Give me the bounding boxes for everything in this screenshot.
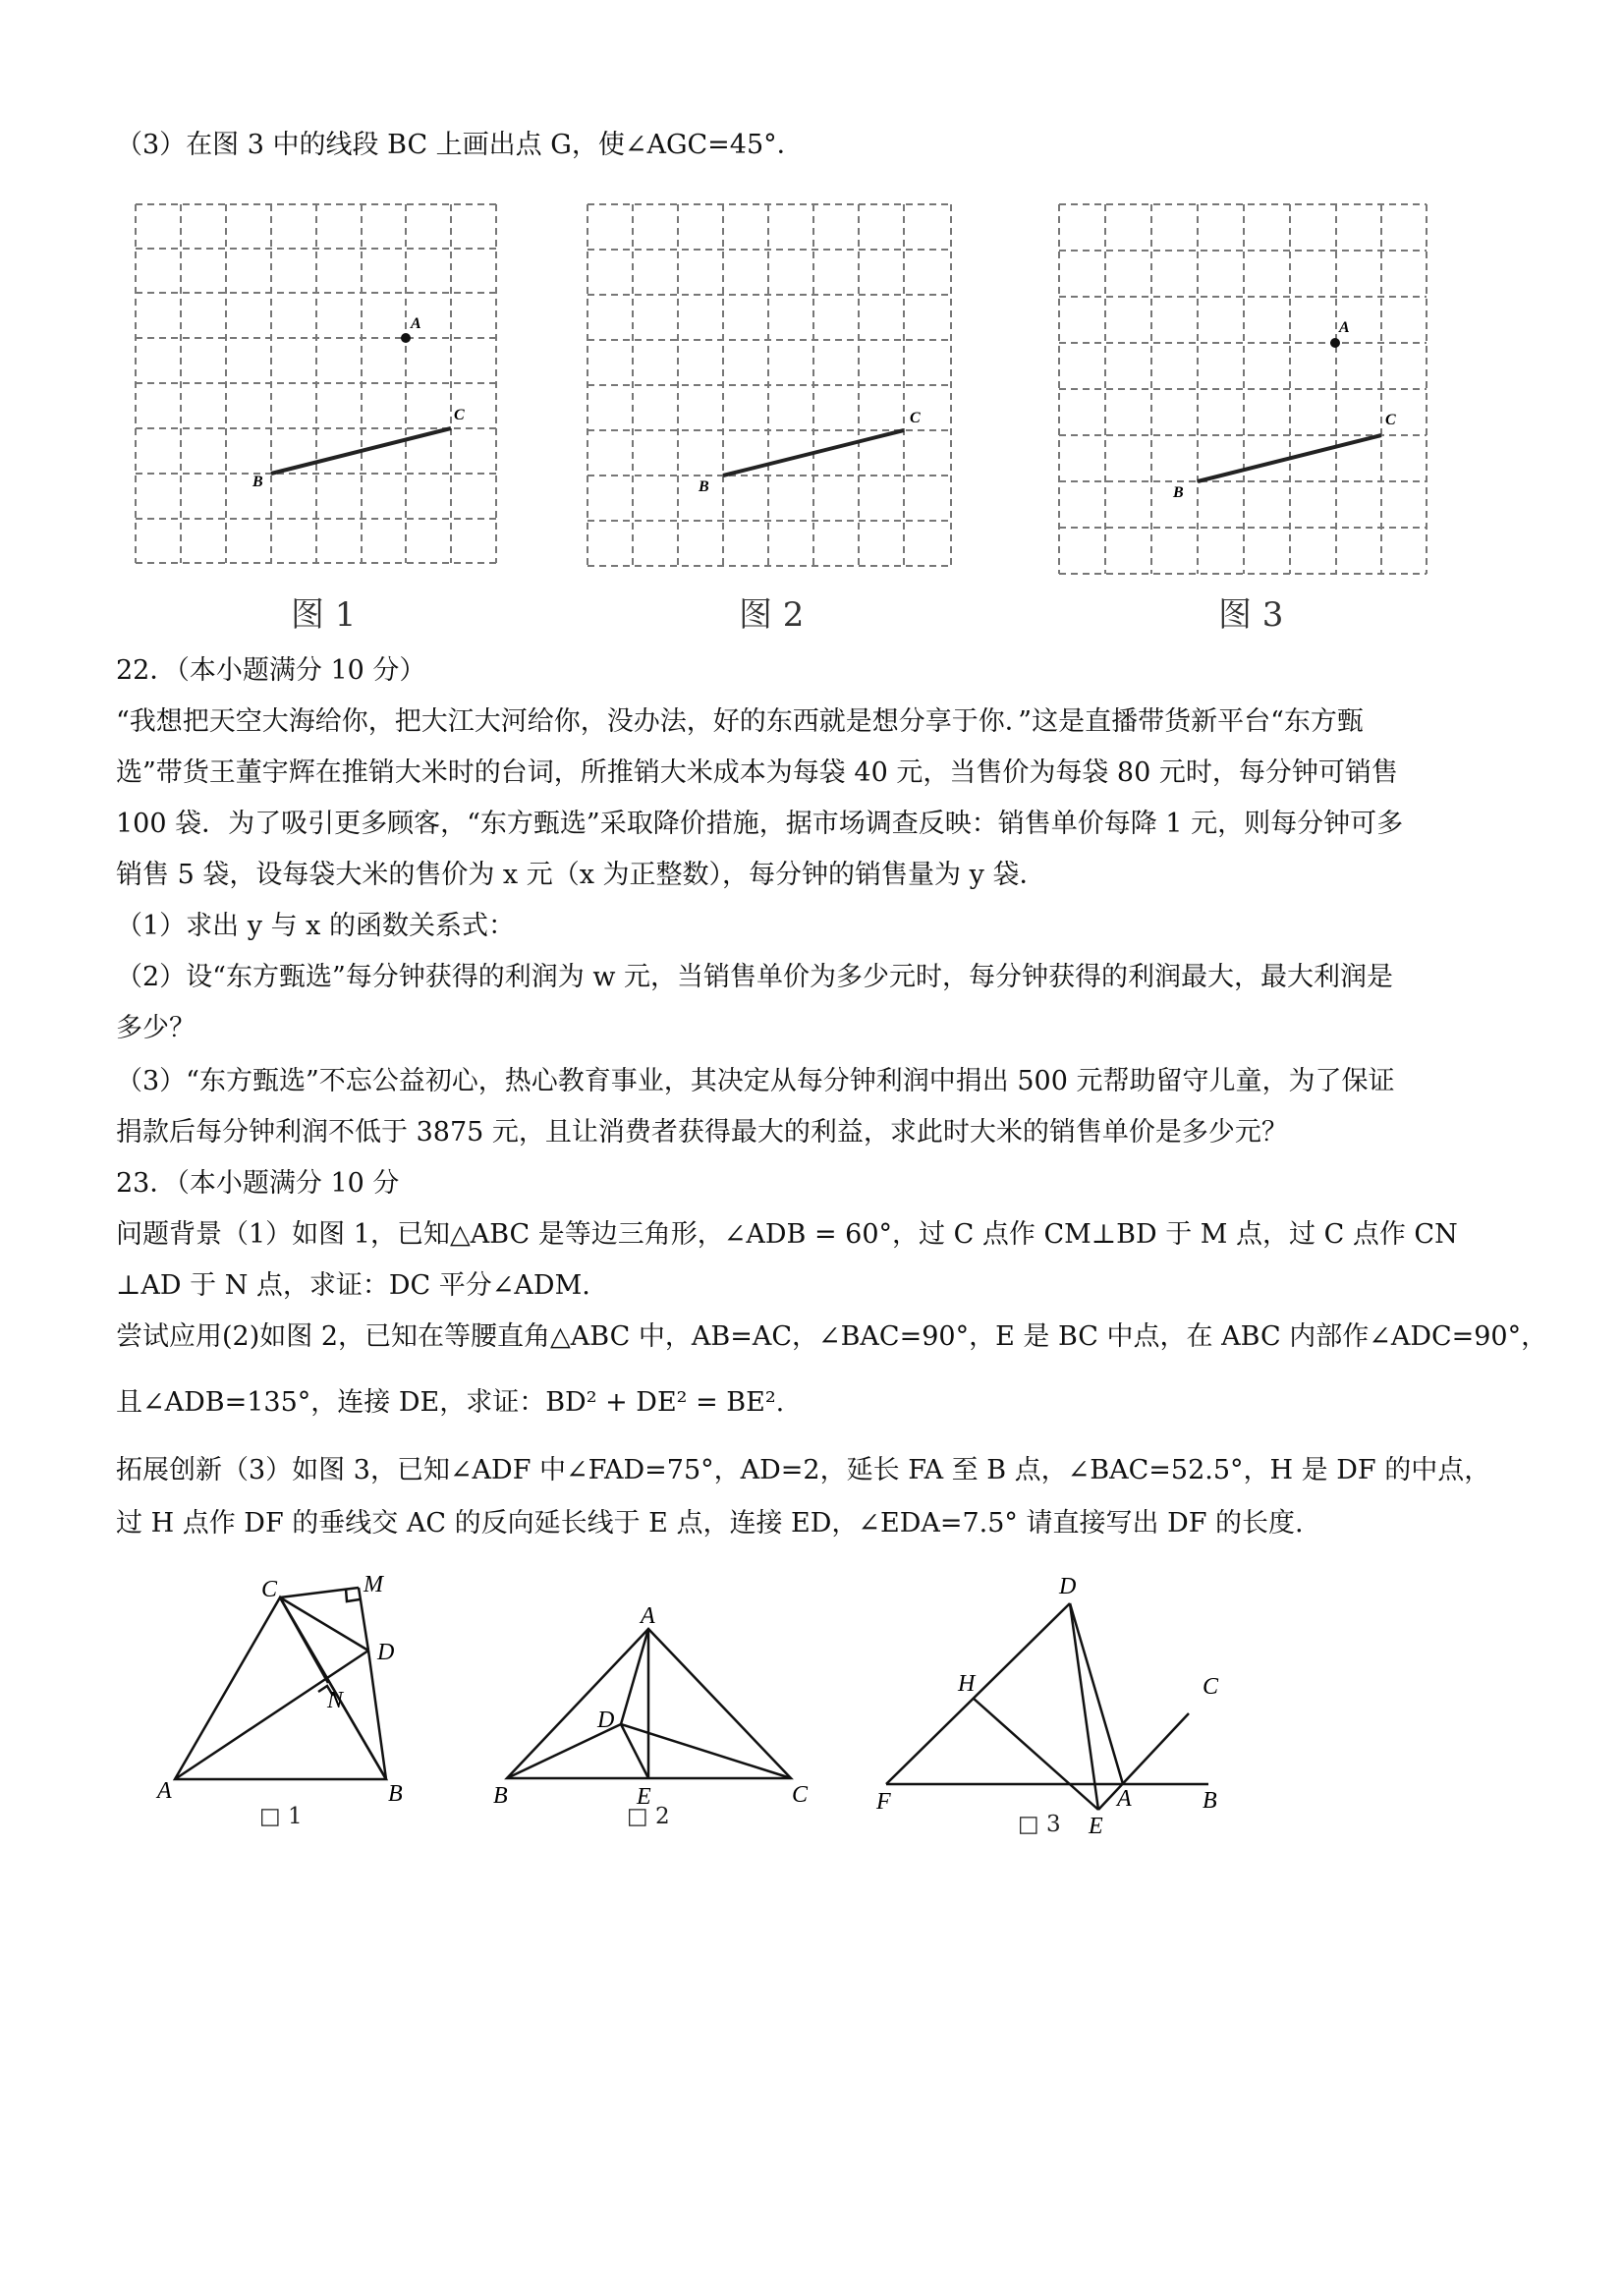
- label-b-2: B: [699, 478, 709, 495]
- label-c-3: C: [1385, 412, 1396, 428]
- fig3-label-a: A: [1117, 1786, 1132, 1812]
- fig3-label-h: H: [958, 1671, 976, 1697]
- q23-line: ⊥AD 于 N 点，求证：DC 平分∠ADM.: [116, 1270, 590, 1301]
- q23-header: 23．（本小题满分 10 分: [116, 1168, 400, 1199]
- label-b-1: B: [252, 474, 263, 490]
- q21-part3: （3）在图 3 中的线段 BC 上画出点 G，使∠AGC=45°．: [116, 130, 804, 160]
- q22-sub2: （2）设“东方甄选”每分钟获得的利润为 w 元，当销售单价为多少元时，每分钟获得的利润最大，最大利润是: [116, 962, 1394, 992]
- grid-caption-2: 图 2: [739, 595, 805, 635]
- fig3-label-c: C: [1203, 1674, 1219, 1700]
- geometry-figures: [0, 1552, 1623, 1847]
- fig2-label-a: A: [641, 1603, 655, 1629]
- fig-caption-1: □ 1: [259, 1804, 303, 1829]
- q23-line: 且∠ADB=135°，连接 DE，求证：BD² + DE² = BE².: [116, 1387, 785, 1418]
- point-a-1: [401, 333, 411, 343]
- grid-figures: [0, 0, 1623, 648]
- fig1-label-m: M: [364, 1572, 383, 1597]
- fig-caption-3: □ 3: [1018, 1812, 1061, 1837]
- q22-sub3-cont: 捐款后每分钟利润不低于 3875 元，且让消费者获得最大的利益，求此时大米的销售单价是多少元？: [116, 1117, 1288, 1148]
- q23-line: 拓展创新（3）如图 3，已知∠ADF 中∠FAD=75°，AD=2，延长 FA 至 B 点，∠BAC=52.5°，H 是 DF 的中点，: [116, 1455, 1491, 1485]
- label-c-1: C: [454, 407, 465, 423]
- fig1-label-b: B: [388, 1781, 403, 1807]
- fig1-label-n: N: [327, 1688, 344, 1713]
- fig3-label-d: D: [1059, 1574, 1077, 1599]
- q22-sub2-cont: 多少？: [116, 1013, 196, 1043]
- fig2-label-d: D: [597, 1708, 615, 1733]
- fig3-label-f: F: [876, 1789, 891, 1815]
- q22-line: 销售 5 袋，设每袋大米的售价为 x 元（x 为正整数），每分钟的销售量为 y 袋．: [116, 860, 1046, 890]
- fig1-label-d: D: [377, 1640, 395, 1665]
- fig2-label-b: B: [493, 1783, 508, 1809]
- geometry-figure-2: [507, 1629, 791, 1778]
- grid-figure-3: [1059, 204, 1427, 574]
- fig3-label-e: E: [1089, 1814, 1103, 1839]
- point-a-3: [1330, 338, 1340, 348]
- label-b-3: B: [1173, 484, 1184, 501]
- q23-line: 过 H 点作 DF 的垂线交 AC 的反向延长线于 E 点，连接 ED，∠EDA=7.5° 请直接写出 DF 的长度.: [116, 1508, 1304, 1539]
- label-c-2: C: [910, 410, 921, 426]
- q22-sub1: （1）求出 y 与 x 的函数关系式：: [116, 911, 515, 941]
- q22-line: “我想把天空大海给你，把大江大河给你，没办法，好的东西就是想分享于你．”这是直播带货新平台“东方甄: [116, 706, 1364, 737]
- fig2-label-c: C: [792, 1782, 809, 1808]
- grid-figure-2: [588, 204, 951, 566]
- fig1-label-a: A: [157, 1778, 172, 1804]
- q22-line: 选”带货王董宇辉在推销大米时的台词，所推销大米成本为每袋 40 元，当售价为每袋 80 元时，每分钟可销售: [116, 757, 1398, 788]
- fig3-label-b: B: [1203, 1788, 1217, 1814]
- grid-caption-1: 图 1: [291, 595, 357, 635]
- fig-caption-2: □ 2: [627, 1804, 670, 1829]
- q23-line: 问题背景（1）如图 1，已知△ABC 是等边三角形，∠ADB = 60°，过 C 点作 CM⊥BD 于 M 点，过 C 点作 CN: [116, 1219, 1458, 1250]
- q22-header: 22．（本小题满分 10 分）: [116, 655, 426, 686]
- fig2-label-e: E: [637, 1784, 651, 1810]
- label-a-3: A: [1339, 319, 1350, 336]
- geometry-figure-3: [886, 1603, 1208, 1810]
- q23-line: 尝试应用(2)如图 2，已知在等腰直角△ABC 中，AB=AC，∠BAC=90°，E 是 BC 中点，在 ABC 内部作∠ADC=90°，: [116, 1321, 1548, 1352]
- q22-sub3: （3）“东方甄选”不忘公益初心，热心教育事业，其决定从每分钟利润中捐出 500 元帮助留守儿童，为了保证: [116, 1066, 1395, 1096]
- grid-figure-1: [136, 204, 496, 563]
- label-a-1: A: [411, 315, 421, 332]
- fig1-label-c: C: [261, 1577, 278, 1602]
- q22-line: 100 袋．为了吸引更多顾客，“东方甄选”采取降价措施，据市场调查反映：销售单价每降 1 元，则每分钟可多: [116, 809, 1404, 839]
- geometry-figure-1: [175, 1588, 386, 1779]
- grid-caption-3: 图 3: [1218, 595, 1284, 635]
